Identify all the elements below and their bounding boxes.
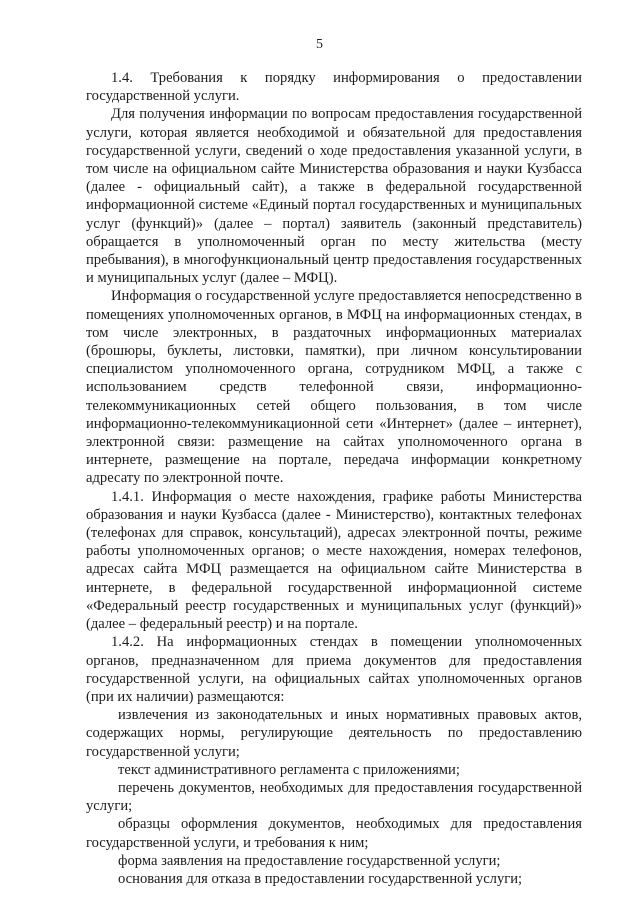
paragraph-1-4-1: 1.4.1. Информация о месте нахождения, графике работы Министерства образования и науки Кузбасса (далее - Министерство), контактных телефонах (телефонах для справок, консультаций), адресах электронной почты, режиме работы уполномоченных органов; о месте нахождения, номерах телефонов, адресах сайта МФЦ размещается на официальном сайте Министерства в интернете, в федеральной государственной информационной системе «Федеральный реестр государственных и муниципальных услуг (функций)» (далее – федеральный реестр) и на портале. [86,488,582,633]
list-item: образцы оформления документов, необходимых для предоставления государственной услуги, и требования к ним; [86,816,582,851]
list-item: извлечения из законодательных и иных нормативных правовых актов, содержащих нормы, регулирующие деятельность по предоставлению государственной услуги; [86,707,582,760]
list-item: текст административного регламента с приложениями; [118,761,460,778]
list-item: основания для отказа в предоставлении государственной услуги; [118,870,523,887]
document-body [86,69,582,888]
list-item: форма заявления на предоставление государственной услуги; [118,852,501,869]
paragraph-information-request: Для получения информации по вопросам предоставления государственной услуги, которая является необходимой и обязательной для предоставления государственной услуги, сведений о ходе предоставления указанной услуги, в том числе на официальном сайте Министерства образования и науки Кузбасса (далее - официальный сайт), а также в федеральной государственной информационной системе «Единый портал государственных и муниципальных услуг (функций)» (далее – портал) заявитель (законный представитель) обращается в уполномоченный орган по месту жительства (месту пребывания), в многофункциональный центр предоставления государственных и муниципальных услуг (далее – МФЦ). [86,106,582,287]
paragraph-1-4-2: 1.4.2. На информационных стендах в помещении уполномоченных органов, предназначенном для приема документов для предоставления государственной услуги, на официальных сайтах уполномоченных органов (при их наличии) размещаются: [86,634,582,705]
list-item: перечень документов, необходимых для предоставления государственной услуги; [86,779,582,815]
section-heading-1-4: 1.4. Требования к порядку информирования о предоставлении государственной услуги. [86,70,582,105]
paragraph-information-channels: Информация о государственной услуге предоставляется непосредственно в помещениях уполномоченных органов, в МФЦ на информационных стендах, в том числе электронных, в раздаточных информационных материалах (брошюры, буклеты, листовки, памятки), при личном консультировании специалистом уполномоченного органа, сотрудником МФЦ, а также с использованием средств телефонной связи, информационно-телекоммуникационных сетей общего пользования, в том числе информационно-телекоммуникационной сети «Интернет» (далее – интернет), электронной связи: размещение на сайтах уполномоченного органа в интернете, размещение на портале, передача информации конкретному адресату по электронной почте. [86,288,582,487]
page-number: 5 [316,37,323,52]
